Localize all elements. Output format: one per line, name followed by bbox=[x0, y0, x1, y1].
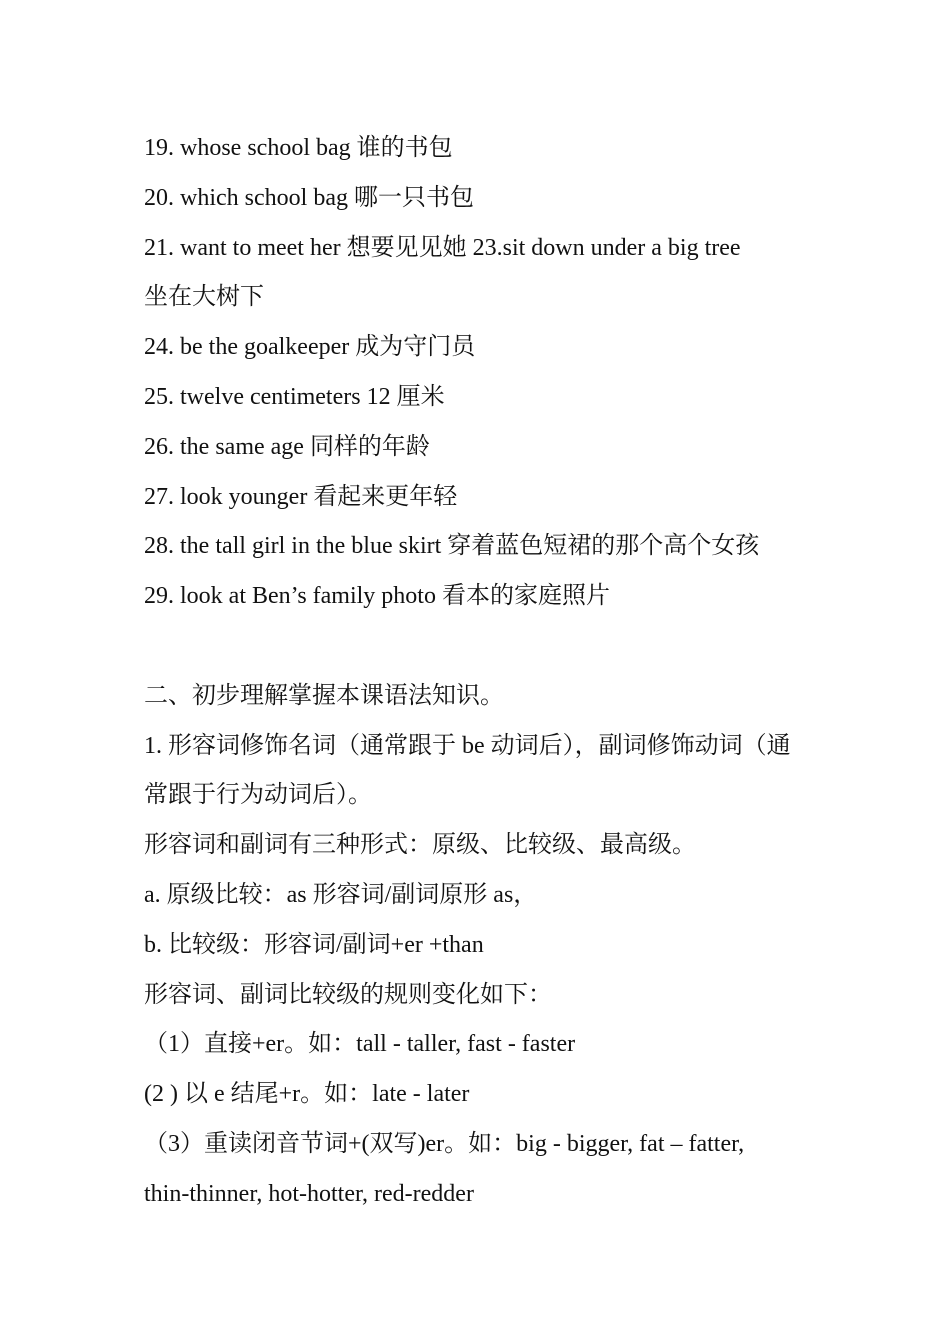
comparative-rule-3: （3）重读闭音节词+(双写)er。如：big - bigger, fat – fatter, bbox=[144, 1130, 745, 1157]
vocab-line-19: 19. whose school bag 谁的书包 bbox=[144, 135, 453, 161]
grammar-point-1-continued: 常跟于行为动词后）。 bbox=[144, 782, 372, 809]
vocab-line-23-translation: 坐在大树下 bbox=[144, 284, 264, 311]
comparative-rule-1: （1）直接+er。如：tall - taller, fast - faster bbox=[144, 1031, 576, 1058]
vocab-line-29: 29. look at Ben’s family photo 看本的家庭照片 bbox=[144, 583, 610, 610]
comparative-rules-heading: 形容词、副词比较级的规则变化如下： bbox=[144, 981, 552, 1008]
vocab-line-27: 27. look younger 看起来更年轻 bbox=[144, 483, 458, 510]
grammar-rule-b: b. 比较级：形容词/副词+er +than bbox=[144, 931, 484, 958]
section-heading-grammar: 二、初步理解掌握本课语法知识。 bbox=[144, 682, 504, 709]
vocab-line-25: 25. twelve centimeters 12 厘米 bbox=[144, 383, 445, 410]
blank-line bbox=[144, 622, 824, 672]
grammar-point-1: 1. 形容词修饰名词（通常跟于 be 动词后），副词修饰动词（通 bbox=[144, 732, 791, 759]
comparative-rule-2: (2 ) 以 e 结尾+r。如：late - later bbox=[144, 1081, 470, 1108]
grammar-rule-a: a. 原级比较：as 形容词/副词原形 as， bbox=[144, 881, 538, 908]
comparative-rule-3-examples: thin-thinner, hot-hotter, red-redder bbox=[144, 1180, 474, 1207]
grammar-forms-note: 形容词和副词有三种形式：原级、比较级、最高级。 bbox=[144, 832, 696, 859]
vocab-line-24: 24. be the goalkeeper 成为守门员 bbox=[144, 334, 476, 361]
vocab-line-28: 28. the tall girl in the blue skirt 穿着蓝色短裙的那个高个女孩 bbox=[144, 533, 760, 560]
vocab-line-21-23: 21. want to meet her 想要见见她 23.sit down under a big tree bbox=[144, 234, 741, 261]
vocab-line-26: 26. the same age 同样的年龄 bbox=[144, 433, 430, 460]
document-body bbox=[144, 124, 824, 1220]
vocab-line-20: 20. which school bag 哪一只书包 bbox=[144, 184, 474, 211]
